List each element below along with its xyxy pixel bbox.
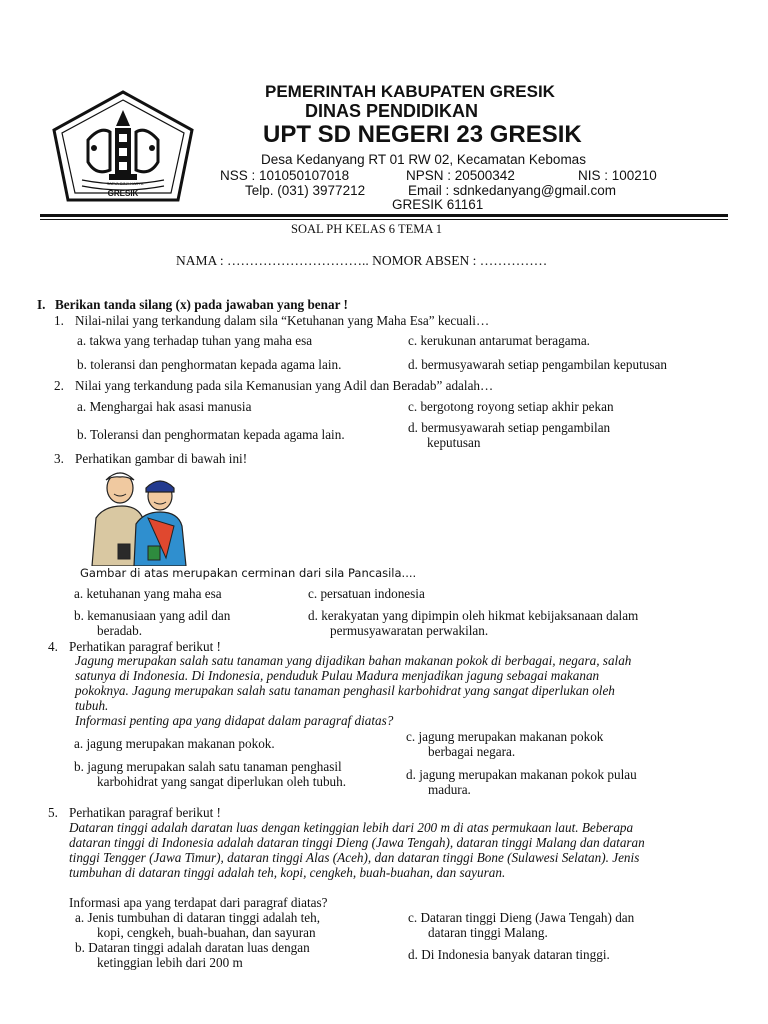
q5-paragraph-line1: Dataran tinggi adalah daratan luas dengan ketinggian lebih dari 200 m di atas permukaan laut. Beberapa bbox=[69, 820, 634, 835]
q4-paragraph-line2: satunya di Indonesia. Di Indonesia, penduduk Pulau Madura menjadikan jagung sebagai makanan bbox=[75, 668, 600, 683]
q4-option-a[interactable]: a. jagung merupakan makanan pokok. bbox=[74, 736, 275, 751]
q2-option-c[interactable]: c. bergotong royong setiap akhir pekan bbox=[408, 399, 614, 414]
school-name: UPT SD NEGERI 23 GRESIK bbox=[263, 121, 582, 148]
q4-option-c-line1[interactable]: c. jagung merupakan makanan pokok bbox=[406, 729, 604, 744]
q2-option-d-line2: keputusan bbox=[427, 435, 481, 450]
q4-option-b-line1[interactable]: b. jagung merupakan salah satu tanaman penghasil bbox=[74, 759, 342, 774]
q1-option-c[interactable]: c. kerukunan antarumat beragama. bbox=[408, 333, 590, 348]
q1-number: 1. bbox=[54, 313, 64, 328]
q3-option-d-line1[interactable]: d. kerakyatan yang dipimpin oleh hikmat kebijaksanaan dalam bbox=[308, 608, 639, 623]
q3-option-c[interactable]: c. persatuan indonesia bbox=[308, 586, 425, 601]
school-address: Desa Kedanyang RT 01 RW 02, Kecamatan Kebomas bbox=[261, 152, 586, 167]
student-name-line: NAMA : ………………………….. NOMOR ABSEN : …………… bbox=[176, 253, 548, 268]
section-instruction: Berikan tanda silang (x) pada jawaban yang benar ! bbox=[55, 297, 348, 312]
school-city: GRESIK 61161 bbox=[392, 197, 484, 212]
q5-option-c-line2: dataran tinggi Malang. bbox=[428, 925, 548, 940]
q2-number: 2. bbox=[54, 378, 64, 393]
q4-paragraph-line3: pokoknya. Jagung merupakan salah satu tanaman penghasil karbohidrat yang sangat diperlukan oleh bbox=[75, 683, 615, 698]
header-rule-thick bbox=[40, 214, 728, 217]
school-nss: NSS : 101050107018 bbox=[220, 168, 350, 183]
section-number: I. bbox=[37, 297, 46, 312]
q5-number: 5. bbox=[48, 805, 58, 820]
q2-option-b[interactable]: b. Toleransi dan penghormatan kepada agama lain. bbox=[77, 427, 345, 442]
q1-text: Nilai-nilai yang terkandung dalam sila “Ketuhanan yang Maha Esa” kecuali… bbox=[75, 313, 490, 328]
q5-option-a-line1[interactable]: a. Jenis tumbuhan di dataran tinggi adalah teh, bbox=[75, 910, 320, 925]
q4-paragraph-line1: Jagung merupakan salah satu tanaman yang dijadikan bahan makanan pokok di berbagai, negara, salah bbox=[75, 653, 632, 668]
q4-option-c-line2: berbagai negara. bbox=[428, 744, 516, 759]
q5-option-d[interactable]: d. Di Indonesia banyak dataran tinggi. bbox=[408, 947, 610, 962]
q5-option-c-line1[interactable]: c. Dataran tinggi Dieng (Jawa Tengah) dan bbox=[408, 910, 635, 925]
q4-number: 4. bbox=[48, 639, 58, 654]
q5-question: Informasi apa yang terdapat dari paragraf diatas? bbox=[69, 895, 328, 910]
q1-option-d[interactable]: d. bermusyawarah setiap pengambilan keputusan bbox=[408, 357, 667, 372]
logo-motto: SATYA BINA KARYA bbox=[106, 181, 144, 186]
q2-option-a[interactable]: a. Menghargai hak asasi manusia bbox=[77, 399, 252, 414]
q2-text: Nilai yang terkandung pada sila Kemanusian yang Adil dan Beradab” adalah… bbox=[75, 378, 494, 393]
q3-number: 3. bbox=[54, 451, 64, 466]
q4-text: Perhatikan paragraf berikut ! bbox=[69, 639, 221, 654]
q5-paragraph-line3: tinggi Tengger (Jawa Timur), dataran tinggi Alas (Aceh), dan dataran tinggi Bone (Sulawesi Selatan). Jenis bbox=[69, 850, 640, 865]
q2-option-d-line1[interactable]: d. bermusyawarah setiap pengambilan bbox=[408, 420, 611, 435]
q3-caption: Gambar di atas merupakan cerminan dari sila Pancasila.... bbox=[80, 566, 417, 580]
school-email: Email : sdnkedanyang@gmail.com bbox=[408, 183, 617, 198]
q3-option-d-line2: permusyawaratan perwakilan. bbox=[330, 623, 489, 638]
q5-option-a-line2: kopi, cengkeh, buah-buahan, dan sayuran bbox=[97, 925, 316, 940]
header-rule-thin bbox=[40, 219, 728, 220]
header-line-1: PEMERINTAH KABUPATEN GRESIK bbox=[265, 82, 555, 101]
q5-paragraph-line2: dataran tinggi di Indonesia adalah dataran tinggi Dieng (Jawa Tengah), dataran tinggi Malang dan dataran bbox=[69, 835, 645, 850]
exam-title: SOAL PH KELAS 6 TEMA 1 bbox=[291, 222, 443, 236]
q5-option-b-line2: ketinggian lebih dari 200 m bbox=[97, 955, 243, 970]
q4-option-d-line1[interactable]: d. jagung merupakan makanan pokok pulau bbox=[406, 767, 637, 782]
q5-paragraph-line4: tumbuhan di dataran tinggi adalah teh, kopi, cengkeh, buah-buahan, dan sayuran. bbox=[69, 865, 506, 880]
q3-option-b-line1[interactable]: b. kemanusiaan yang adil dan bbox=[74, 608, 231, 623]
q5-text: Perhatikan paragraf berikut ! bbox=[69, 805, 221, 820]
school-phone: Telp. (031) 3977212 bbox=[245, 183, 366, 198]
q3-text: Perhatikan gambar di bawah ini! bbox=[75, 451, 248, 466]
q1-option-a[interactable]: a. takwa yang terhadap tuhan yang maha esa bbox=[77, 333, 313, 348]
q4-question: Informasi penting apa yang didapat dalam paragraf diatas? bbox=[75, 713, 394, 728]
q4-option-d-line2: madura. bbox=[428, 782, 471, 797]
school-npsn: NPSN : 20500342 bbox=[406, 168, 515, 183]
q5-option-b-line1[interactable]: b. Dataran tinggi adalah daratan luas dengan bbox=[75, 940, 310, 955]
school-logo bbox=[48, 88, 198, 208]
q3-option-b-line2: beradab. bbox=[97, 623, 143, 638]
q4-paragraph-line4: tubuh. bbox=[75, 698, 109, 713]
logo-label: GRESIK bbox=[107, 189, 139, 198]
q3-option-a[interactable]: a. ketuhanan yang maha esa bbox=[74, 586, 222, 601]
q3-illustration bbox=[82, 466, 194, 566]
q4-option-b-line2: karbohidrat yang sangat diperlukan oleh tubuh. bbox=[97, 774, 347, 789]
q1-option-b[interactable]: b. toleransi dan penghormatan kepada agama lain. bbox=[77, 357, 342, 372]
school-nis: NIS : 100210 bbox=[578, 168, 657, 183]
header-line-2: DINAS PENDIDIKAN bbox=[305, 101, 479, 121]
